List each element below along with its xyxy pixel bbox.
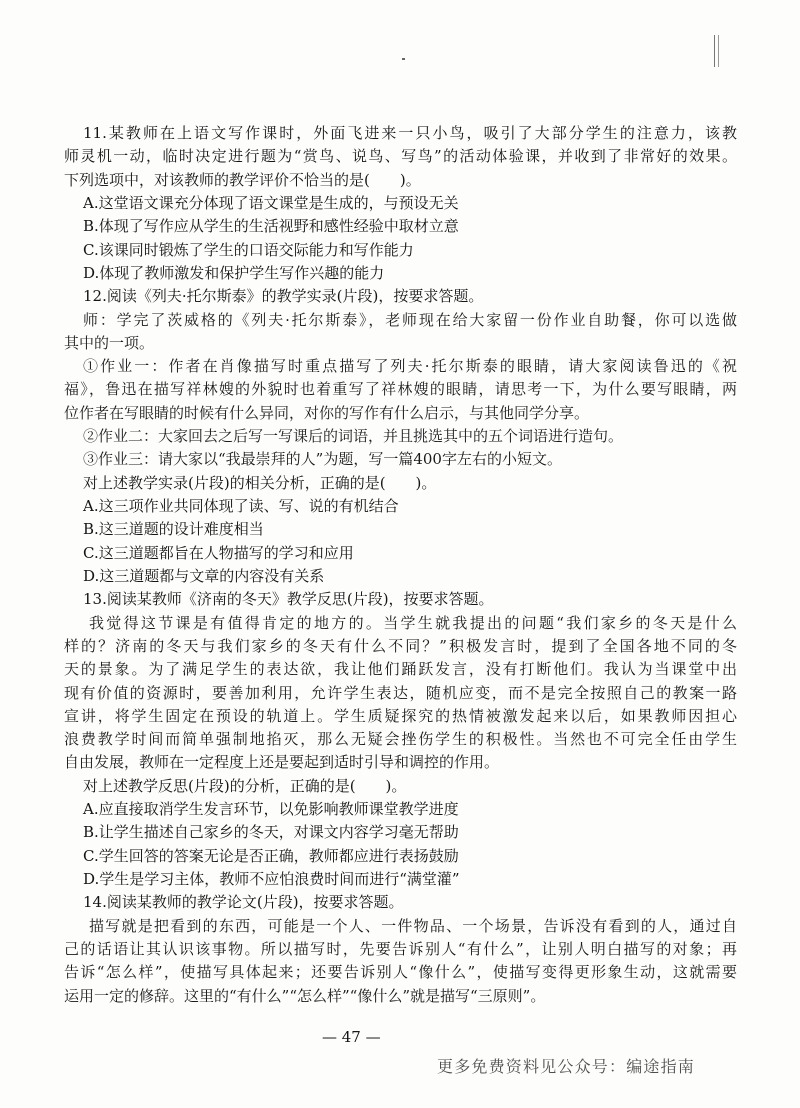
option-b: B.让学生描述自己家乡的冬天，对课文内容学习毫无帮助 <box>83 823 459 842</box>
option-a: A.这堂语文课充分体现了语文课堂是生成的，与预设无关 <box>83 193 459 212</box>
material-line: 位作者在写眼睛的时候有什么异同，对你的写作有什么启示，与其他同学分享。 <box>64 403 590 422</box>
question-12 <box>64 285 737 588</box>
material-line: 现有价值的资源时，要善加利用，允许学生表达，随机应变，而不是完全按照自己的教案一路 <box>64 683 737 702</box>
material-line: 描写就是把看到的东西，可能是一个人、一件物品、一个场景，告诉没有看到的人，通过自 <box>89 916 737 935</box>
material-line: 浪费教学时间而简单强制地掐灭，那么无疑会挫伤学生的积极性。当然也不可完全任由学生 <box>64 730 737 749</box>
option-a: A.这三项作业共同体现了读、写、说的有机结合 <box>83 497 399 515</box>
option-d: D.体现了教师激发和保护学生写作兴趣的能力 <box>83 263 385 282</box>
material-line: 告诉“怎么样”，使描写具体起来；还要告诉别人“像什么”，使描写变得更形象生动，这就需要 <box>64 963 737 982</box>
question-13 <box>64 588 737 891</box>
question-stem-line: 下列选项中，对该教师的教学评价不恰当的是( )。 <box>64 170 421 189</box>
option-b: B.体现了写作应从学生的生活视野和感性经验中取材立意 <box>83 217 459 236</box>
page-number: — 47 — <box>322 1028 381 1046</box>
option-b: B.这三道题的设计难度相当 <box>83 520 264 539</box>
option-d: D.学生是学习主体，教师不应怕浪费时间而进行“满堂灌” <box>83 870 460 888</box>
question-stem-line: 师灵机一动，临时决定进行题为“赏鸟、说鸟、写鸟”的活动体验课，并收到了非常好的效果。 <box>64 147 737 166</box>
material-line: 运用一定的修辞。这里的“有什么”“怎么样”“像什么”就是描写“三原则”。 <box>64 986 546 1005</box>
option-a: A.应直接取消学生发言环节，以免影响教师课堂教学进度 <box>83 800 459 819</box>
footer-watermark: 更多免费资料见公众号：编途指南 <box>437 1057 696 1076</box>
scan-edge-mark <box>714 35 719 67</box>
material-line: ①作业一：作者在肖像描写时重点描写了列夫·托尔斯泰的眼睛，请大家阅读鲁迅的《祝 <box>83 357 737 376</box>
material-line: 其中的一项。 <box>64 333 155 352</box>
question-11 <box>64 122 737 285</box>
material-line: 福》，鲁迅在描写祥林嫂的外貌时也着重写了祥林嫂的眼睛，请思考一下，为什么要写眼睛，两 <box>64 380 737 399</box>
material-line: 天的景象。为了满足学生的表达欲，我让他们踊跃发言，没有打断他们。我认为当课堂中出 <box>64 660 737 679</box>
material-line: 我觉得这节课是有值得肯定的地方的。当学生就我提出的问题“我们家乡的冬天是什么 <box>89 613 737 632</box>
material-line: 样的？济南的冬天与我们家乡的冬天有什么不同？”积极发言时，提到了全国各地不同的冬 <box>64 636 737 655</box>
option-c: C.该课同时锻炼了学生的口语交际能力和写作能力 <box>83 240 414 259</box>
material-line: 自由发展，教师在一定程度上还是要起到适时引导和调控的作用。 <box>64 753 500 772</box>
question-prompt: 对上述教学实录(片段)的相关分析，正确的是( )。 <box>83 473 437 492</box>
question-stem: 13.阅读某教师《济南的冬天》教学反思(片段)，按要求答题。 <box>83 590 494 609</box>
option-d: D.这三道题都与文章的内容没有关系 <box>83 566 325 585</box>
material-line: 师：学完了茨威格的《列夫·托尔斯泰》，老师现在给大家留一份作业自助餐，你可以选做 <box>83 310 737 329</box>
material-line: 宣讲，将学生固定在预设的轨道上。学生质疑探究的热情被激发起来以后，如果教师因担心 <box>64 706 737 725</box>
material-line: ②作业二：大家回去之后写一写课后的词语，并且挑选其中的五个词语进行造句。 <box>83 427 624 446</box>
option-c: C.学生回答的答案无论是否正确，教师都应进行表扬鼓励 <box>83 846 459 865</box>
material-line: ③作业三：请大家以“我最崇拜的人”为题，写一篇400字左右的小短文。 <box>83 450 562 469</box>
scan-dust-mark <box>402 58 405 60</box>
option-c: C.这三道题都旨在人物描写的学习和应用 <box>83 543 354 562</box>
question-prompt: 对上述教学反思(片段)的分析，正确的是( )。 <box>83 776 407 795</box>
question-14 <box>64 891 737 1008</box>
page-body <box>64 122 737 1008</box>
question-stem: 12.阅读《列夫·托尔斯泰》的教学实录(片段)，按要求答题。 <box>83 287 484 306</box>
question-stem: 14.阅读某教师的教学论文(片段)，按要求答题。 <box>83 893 404 912</box>
question-stem-line: 11.某教师在上语文写作课时，外面飞进来一只小鸟，吸引了大部分学生的注意力，该教 <box>83 124 737 142</box>
material-line: 己的话语让其认识该事物。所以描写时，先要告诉别人“有什么”，让别人明白描写的对象；再 <box>64 939 737 958</box>
